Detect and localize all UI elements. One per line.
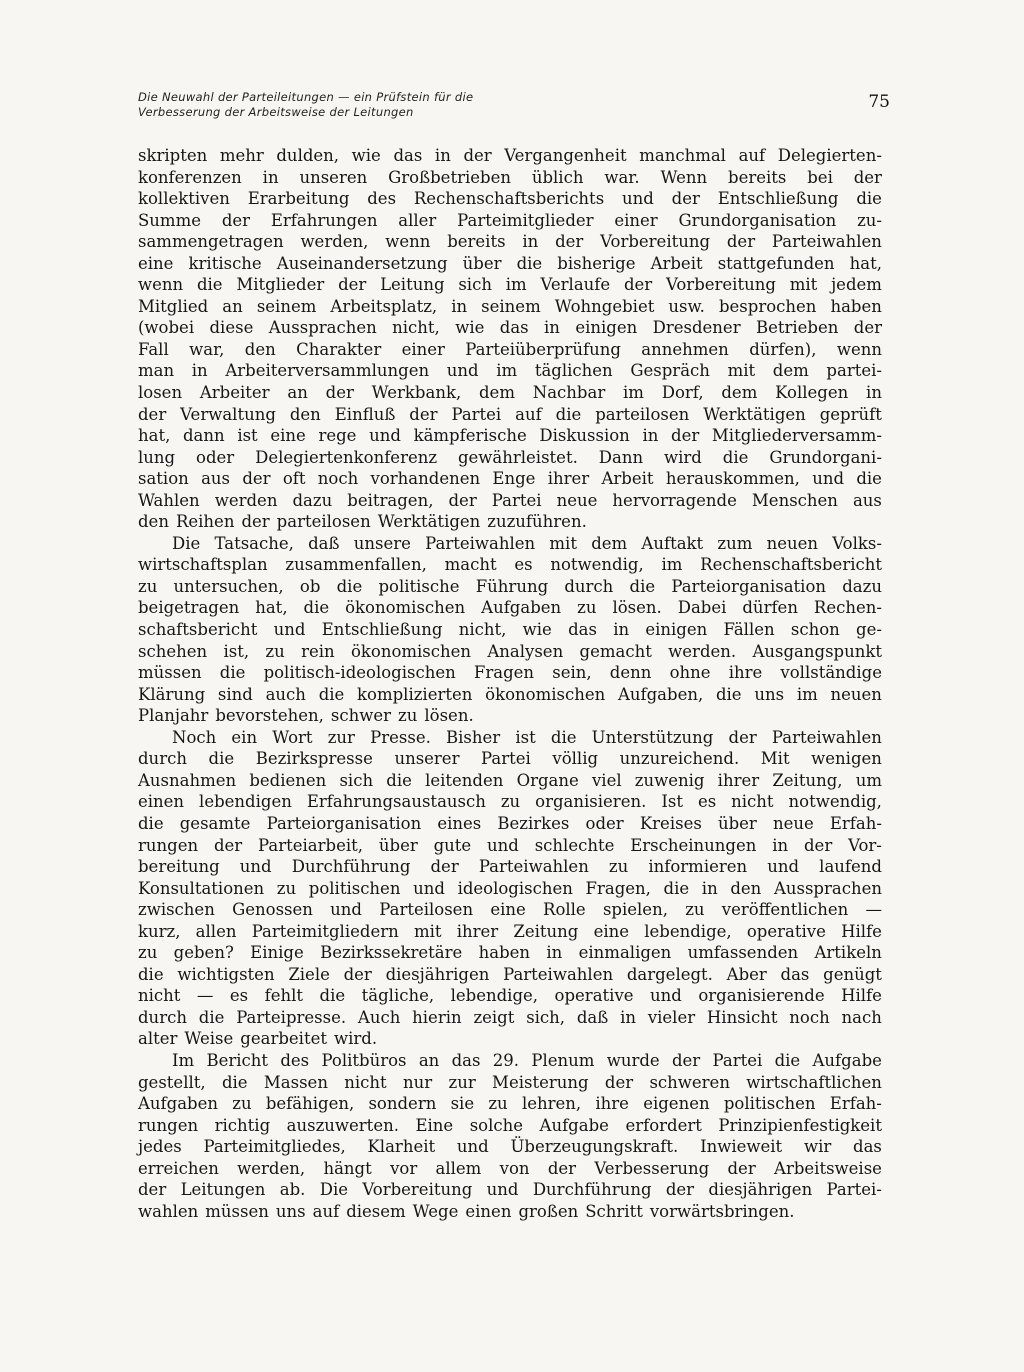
text-line: die wichtigsten Ziele der diesjährigen Parteiwahlen dargelegt. Aber das genügt — [138, 964, 882, 984]
text-line: der Verwaltung den Einfluß der Partei auf die parteilosen Werktätigen geprüft — [138, 404, 882, 424]
text-line: Fall war, den Charakter einer Parteiüberprüfung annehmen dürfen), wenn — [138, 339, 882, 359]
text-line: kollektiven Erarbeitung des Rechenschaftsberichts und der Entschließung die — [138, 189, 882, 209]
text-line: alter Weise gearbeitet wird. — [138, 1029, 378, 1049]
page-number: 75 — [868, 92, 890, 112]
running-title — [138, 90, 473, 119]
text-line: durch die Bezirkspresse unserer Partei völlig unzureichend. Mit wenigen — [138, 749, 882, 769]
text-line: zu untersuchen, ob die politische Führung durch die Parteiorganisation dazu — [138, 576, 882, 596]
page-header — [138, 90, 890, 130]
text-line: (wobei diese Aussprachen nicht, wie das in einigen Dresdener Betrieben der — [138, 318, 882, 338]
text-line: Ausnahmen bedienen sich die leitenden Organe viel zuwenig ihrer Zeitung, um — [138, 770, 882, 790]
text-line: nicht — es fehlt die tägliche, lebendige, operative und organisierende Hilfe — [138, 986, 882, 1006]
text-line: Noch ein Wort zur Presse. Bisher ist die Unterstützung der Parteiwahlen — [172, 727, 882, 747]
body-text — [138, 145, 882, 1222]
text-line: schehen ist, zu rein ökonomischen Analysen gemacht werden. Ausgangspunkt — [138, 641, 882, 661]
text-line: hat, dann ist eine rege und kämpferische Diskussion in der Mitgliederversamm- — [138, 426, 882, 446]
text-line: Mitglied an seinem Arbeitsplatz, in seinem Wohngebiet usw. besprochen haben — [138, 296, 882, 316]
paragraph — [138, 1050, 882, 1222]
text-line: eine kritische Auseinandersetzung über die bisherige Arbeit stattgefunden hat, — [138, 253, 882, 273]
text-line: wenn die Mitglieder der Leitung sich im Verlaufe der Vorbereitung mit jedem — [138, 275, 882, 295]
running-title-line: Die Neuwahl der Parteileitungen — ein Prüfstein für die — [138, 90, 474, 104]
text-line: Planjahr bevorstehen, schwer zu lösen. — [138, 706, 474, 726]
paragraph — [138, 145, 882, 533]
text-line: bereitung und Durchführung der Parteiwahlen zu informieren und laufend — [138, 857, 882, 877]
text-line: beigetragen hat, die ökonomischen Aufgaben zu lösen. Dabei dürfen Rechen- — [138, 598, 882, 618]
text-line: wahlen müssen uns auf diesem Wege einen großen Schritt vorwärtsbringen. — [138, 1201, 795, 1221]
paragraph — [138, 533, 882, 727]
text-line: Die Tatsache, daß unsere Parteiwahlen mit dem Auftakt zum neuen Volks- — [172, 533, 882, 553]
text-line: Konsultationen zu politischen und ideologischen Fragen, die in den Aussprachen — [138, 878, 882, 898]
text-line: lung oder Delegiertenkonferenz gewährleistet. Dann wird die Grundorgani- — [138, 447, 882, 467]
text-line: sation aus der oft noch vorhandenen Enge ihrer Arbeit herauskommen, und die — [138, 469, 882, 489]
text-line: durch die Parteipresse. Auch hierin zeigt sich, daß in vieler Hinsicht noch nach — [138, 1007, 882, 1027]
text-line: die gesamte Parteiorganisation eines Bezirkes oder Kreises über neue Erfah- — [138, 813, 882, 833]
text-line: schaftsbericht und Entschließung nicht, wie das in einigen Fällen schon ge- — [138, 620, 882, 640]
text-line: kurz, allen Parteimitgliedern mit ihrer Zeitung eine lebendige, operative Hilfe — [138, 921, 882, 941]
text-line: man in Arbeiterversammlungen und im täglichen Gespräch mit dem partei- — [138, 361, 882, 381]
text-line: Aufgaben zu befähigen, sondern sie zu lehren, ihre eigenen politischen Erfah- — [138, 1094, 882, 1114]
text-line: zwischen Genossen und Parteilosen eine Rolle spielen, zu veröffentlichen — — [138, 900, 882, 920]
text-line: wirtschaftsplan zusammenfallen, macht es notwendig, im Rechenschaftsbericht — [138, 555, 882, 575]
text-line: gestellt, die Massen nicht nur zur Meisterung der schweren wirtschaftlichen — [138, 1072, 882, 1092]
text-line: Wahlen werden dazu beitragen, der Partei neue hervorragende Menschen aus — [138, 490, 882, 510]
text-line: den Reihen der parteilosen Werktätigen zuzuführen. — [138, 512, 587, 532]
text-line: jedes Parteimitgliedes, Klarheit und Überzeugungskraft. Inwieweit wir das — [138, 1137, 882, 1157]
running-title-line: Verbesserung der Arbeitsweise der Leitungen — [138, 104, 414, 119]
text-line: müssen die politisch-ideologischen Fragen sein, denn ohne ihre vollständige — [138, 663, 882, 683]
text-line: sammengetragen werden, wenn bereits in der Vorbereitung der Parteiwahlen — [138, 232, 882, 252]
text-line: einen lebendigen Erfahrungsaustausch zu organisieren. Ist es nicht notwendig, — [138, 792, 882, 812]
text-line: Im Bericht des Politbüros an das 29. Plenum wurde der Partei die Aufgabe — [172, 1050, 882, 1070]
text-line: skripten mehr dulden, wie das in der Vergangenheit manchmal auf Delegierten- — [138, 146, 882, 165]
text-line: Summe der Erfahrungen aller Parteimitglieder einer Grundorganisation zu- — [138, 210, 882, 230]
text-line: zu geben? Einige Bezirkssekretäre haben in einmaligen umfassenden Artikeln — [138, 943, 882, 963]
paragraph — [138, 727, 882, 1050]
text-line: der Leitungen ab. Die Vorbereitung und Durchführung der diesjährigen Partei- — [138, 1180, 882, 1200]
text-line: konferenzen in unseren Großbetrieben üblich war. Wenn bereits bei der — [138, 167, 882, 187]
text-line: rungen richtig auszuwerten. Eine solche Aufgabe erfordert Prinzipienfestigkeit — [138, 1115, 882, 1135]
text-line: Klärung sind auch die komplizierten ökonomischen Aufgaben, die uns im neuen — [138, 684, 882, 704]
text-line: rungen der Parteiarbeit, über gute und schlechte Erscheinungen in der Vor- — [138, 835, 882, 855]
text-line: losen Arbeiter an der Werkbank, dem Nachbar im Dorf, dem Kollegen in — [138, 383, 882, 403]
text-line: erreichen werden, hängt vor allem von der Verbesserung der Arbeitsweise — [138, 1158, 882, 1178]
